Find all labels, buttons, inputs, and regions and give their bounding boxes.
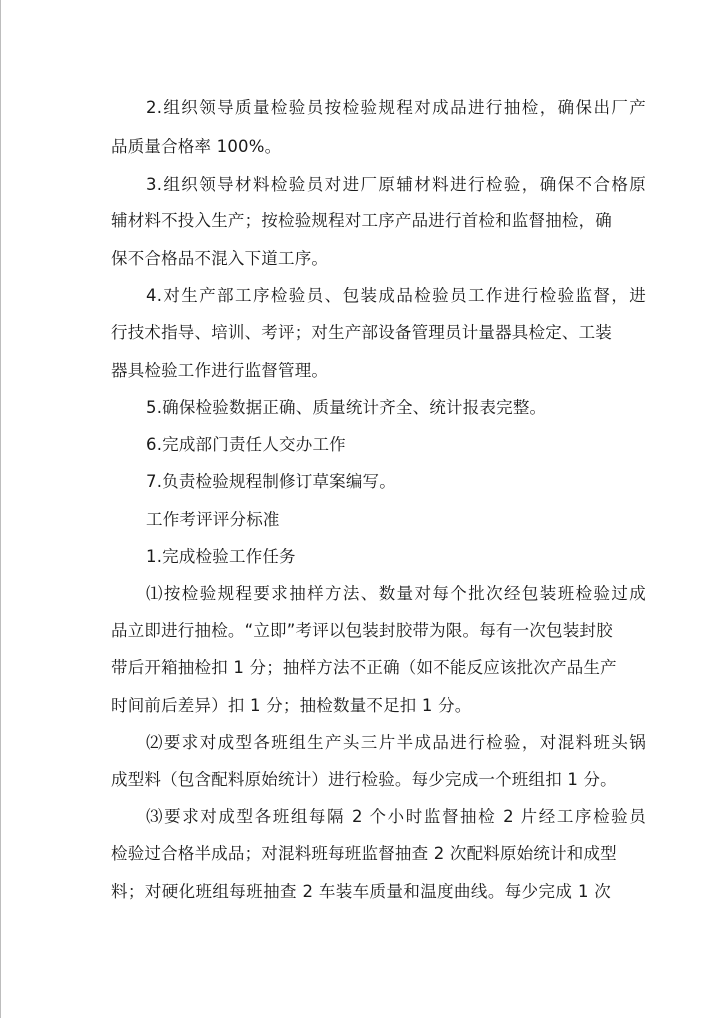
text-line: 4.对生产部工序检验员、包装成品检验员工作进行检验监督，进: [146, 286, 646, 305]
text-line: 6.完成部门责任人交办工作: [146, 435, 346, 454]
text-line: 2.组织领导质量检验员按检验规程对成品进行抽检，确保出厂产: [146, 98, 646, 117]
text-line: 保不合格品不混入下道工序。: [111, 249, 329, 268]
text-line: 时间前后差异）扣 1 分；抽检数量不足扣 1 分。: [111, 696, 472, 715]
text-line: 检验过合格半成品；对混料班每班监督抽查 2 次配料原始统计和成型: [111, 844, 617, 863]
text-line: ⑴按检验规程要求抽样方法、数量对每个批次经包装班检验过成: [146, 584, 646, 603]
text-line: 品立即进行抽检。“立即”考评以包装封胶带为限。每有一次包装封胶: [111, 621, 613, 640]
text-line: 3.组织领导材料检验员对进厂原辅材料进行检验，确保不合格原: [146, 175, 646, 194]
text-line: 料；对硬化班组每班抽查 2 车装车质量和温度曲线。每少完成 1 次: [111, 882, 611, 901]
text-line: ⑵要求对成型各班组生产头三片半成品进行检验，对混料班头锅: [146, 733, 646, 752]
text-line: 7.负责检验规程制修订草案编写。: [146, 472, 396, 491]
text-line: 1.完成检验工作任务: [146, 547, 296, 566]
text-line: 辅材料不投入生产；按检验规程对工序产品进行首检和监督抽检，确: [111, 211, 612, 230]
text-line: ⑶要求对成型各班组每隔 2 个小时监督抽检 2 片经工序检验员: [146, 807, 646, 826]
section-heading: 工作考评评分标准: [146, 510, 280, 529]
text-line: 带后开箱抽检扣 1 分；抽样方法不正确（如不能反应该批次产品生产: [111, 658, 617, 677]
text-line: 成型料（包含配料原始统计）进行检验。每少完成一个班组扣 1 分。: [111, 770, 617, 789]
text-line: 器具检验工作进行监督管理。: [111, 361, 329, 380]
text-line: 品质量合格率 100%。: [111, 137, 282, 156]
text-line: 行技术指导、培训、考评；对生产部设备管理员计量器具检定、工装: [111, 323, 612, 342]
text-line: 5.确保检验数据正确、质量统计齐全、统计报表完整。: [146, 398, 547, 417]
